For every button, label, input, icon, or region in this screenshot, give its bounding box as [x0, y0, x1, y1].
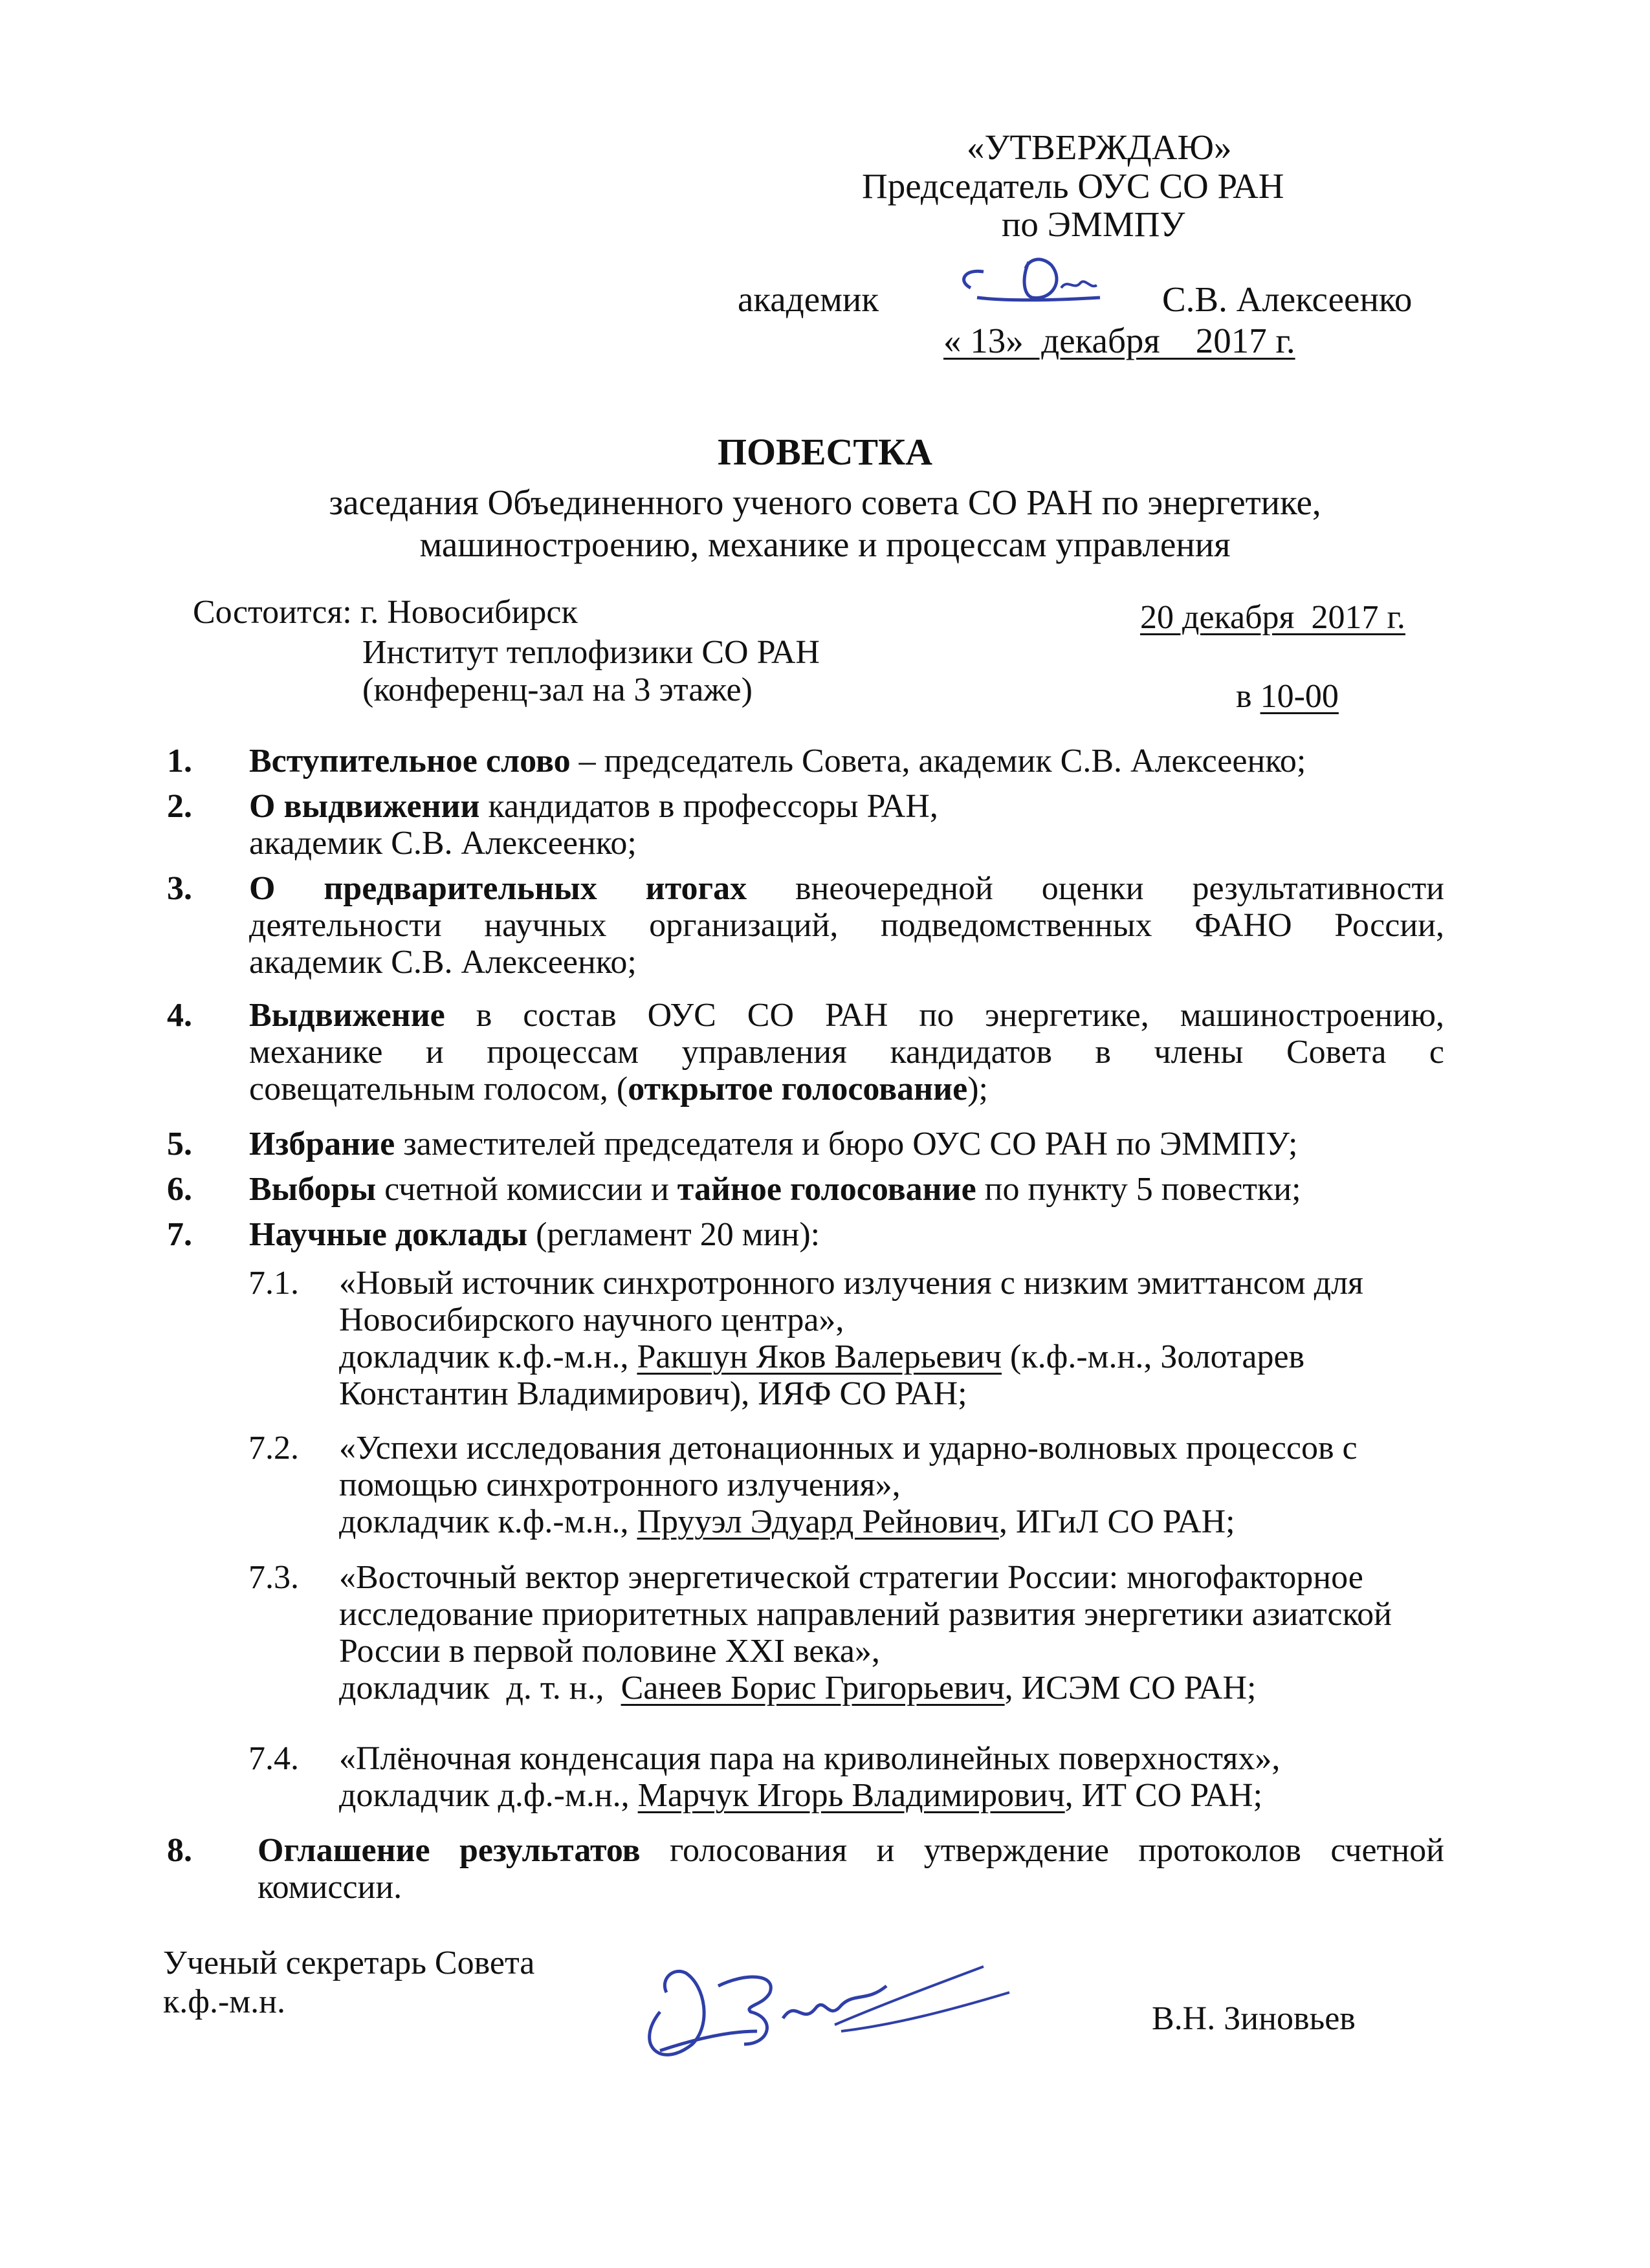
- talk-speaker-line: [339, 1503, 1358, 1540]
- agenda-item-bold: Избрание: [249, 1126, 395, 1162]
- talk-speaker-name: Прууэл Эдуард Рейнович: [637, 1503, 999, 1540]
- agenda-item-bold: О предварительных итогах: [249, 870, 747, 907]
- agenda-item-body: [249, 743, 1444, 780]
- talk-number: 7.3.: [248, 1559, 299, 1596]
- talk-line: «Восточный вектор энергетической стратегии России: многофакторное: [339, 1559, 1363, 1596]
- approval-rank: академик: [738, 279, 879, 319]
- agenda-item-text: кандидатов в профессоры РАН,: [479, 788, 938, 825]
- talk-body: [339, 1740, 1280, 1814]
- approval-position-line2: по ЭММПУ: [1002, 204, 1185, 244]
- agenda-item-text: внеочередной оценки результативности: [747, 870, 1445, 907]
- talk-line: исследование приоритетных направлений развития энергетики азиатской: [339, 1596, 1392, 1633]
- agenda-item-bold: Выборы: [249, 1171, 377, 1208]
- approval-date: « 13» декабря 2017 г.: [943, 321, 1295, 360]
- agenda-item-line: [249, 743, 1444, 780]
- venue-time: [1236, 678, 1339, 715]
- agenda-item-line: [249, 1171, 1444, 1208]
- talk-body: [339, 1265, 1363, 1412]
- agenda-item-bold: тайное голосование: [677, 1171, 976, 1208]
- talk-speaker-name: Санеев Борис Григорьевич: [621, 1670, 1005, 1706]
- talk-speaker-line: [339, 1670, 1392, 1706]
- talk-speaker-prefix: докладчик к.ф.-м.н.,: [339, 1338, 637, 1375]
- talk-line: Константин Владимирович), ИЯФ СО РАН;: [339, 1375, 967, 1412]
- agenda-item-bold: Научные доклады: [249, 1216, 528, 1253]
- secretary-role-line2: к.ф.-м.н.: [163, 1983, 286, 2020]
- agenda-item-number: 6.: [167, 1171, 192, 1208]
- agenda-item-text: – председатель Совета, академик С.В. Алексеенко;: [570, 743, 1306, 780]
- agenda-item-line: [249, 788, 1444, 825]
- agenda-item-number: 1.: [167, 743, 192, 780]
- agenda-item-line: академик С.В. Алексеенко;: [249, 825, 637, 862]
- agenda-item-body: [249, 788, 1444, 862]
- agenda-item-body: [249, 1171, 1444, 1208]
- agenda-item-line: [258, 1832, 1444, 1869]
- talk-speaker-suffix: , ИГиЛ СО РАН;: [998, 1503, 1235, 1540]
- agenda-subtitle-line1: заседания Объединенного ученого совета СО РАН по энергетике,: [329, 483, 1321, 522]
- talk-line: России в первой половине XXI века»,: [339, 1633, 880, 1670]
- agenda-item-text: );: [967, 1071, 988, 1107]
- agenda-item-text: счетной комиссии и: [376, 1171, 677, 1208]
- agenda-item-bold: Оглашение результатов: [258, 1832, 641, 1869]
- chairman-signature: [932, 243, 1139, 320]
- venue-city: г. Новосибирск: [360, 594, 578, 631]
- agenda-item-text: (регламент 20 мин):: [527, 1216, 820, 1253]
- talk-number: 7.4.: [248, 1740, 299, 1777]
- talk-speaker-prefix: докладчик д. т. н.,: [339, 1670, 621, 1706]
- venue-room: (конференц-зал на 3 этаже): [362, 671, 753, 708]
- talk-line: помощью синхротронного излучения»,: [339, 1467, 901, 1503]
- agenda-item-line: [249, 1126, 1444, 1162]
- agenda-item-text: заместителей председателя и бюро ОУС СО РАН по ЭММПУ;: [395, 1126, 1298, 1162]
- agenda-item-text: совещательным голосом, (: [249, 1071, 628, 1107]
- talk-speaker-line: [339, 1777, 1280, 1814]
- agenda-item-number: 4.: [167, 997, 192, 1034]
- agenda-item-line: комиссии.: [258, 1869, 402, 1906]
- agenda-item-bold: О выдвижении: [249, 788, 480, 825]
- agenda-item-number: 7.: [167, 1216, 192, 1253]
- approval-heading: «УТВЕРЖДАЮ»: [967, 127, 1232, 167]
- agenda-item-body: [249, 1126, 1444, 1162]
- talk-speaker-suffix: (к.ф.-м.н., Золотарев: [1002, 1338, 1305, 1375]
- talk-speaker-prefix: докладчик д.ф.-м.н.,: [339, 1777, 638, 1814]
- agenda-item-bold: Вступительное слово: [249, 743, 571, 780]
- agenda-title: ПОВЕСТКА: [717, 431, 933, 473]
- talk-speaker-name: Марчук Игорь Владимирович: [637, 1777, 1065, 1814]
- talk-speaker-prefix: докладчик к.ф.-м.н.,: [339, 1503, 637, 1540]
- talk-speaker-name: Ракшун Яков Валерьевич: [637, 1338, 1002, 1375]
- talk-body: [339, 1430, 1358, 1540]
- talk-line: «Плёночная конденсация пара на криволинейных поверхностях»,: [339, 1740, 1281, 1777]
- agenda-item-line: [249, 1216, 1444, 1253]
- venue-time-prefix: в: [1236, 678, 1252, 715]
- agenda-item-body: [249, 997, 1444, 1107]
- agenda-item-line: деятельности научных организаций, подведомственных ФАНО России,: [249, 907, 1444, 944]
- secretary-name: В.Н. Зиновьев: [1152, 2000, 1356, 2037]
- talk-number: 7.1.: [248, 1265, 299, 1302]
- agenda-item-line: [249, 870, 1444, 907]
- venue-label: [193, 594, 578, 631]
- approval-position-line1: Председатель ОУС СО РАН: [862, 166, 1284, 206]
- talk-speaker-line: [339, 1338, 1363, 1375]
- agenda-item-line: академик С.В. Алексеенко;: [249, 944, 637, 981]
- secretary-role-line1: Ученый секретарь Совета: [163, 1945, 535, 1981]
- venue-time-value: 10-00: [1260, 678, 1339, 715]
- agenda-item-bold: открытое голосование: [628, 1071, 968, 1107]
- agenda-item-text: голосования и утверждение протоколов счетной: [640, 1832, 1444, 1869]
- agenda-item-bold: Выдвижение: [249, 997, 445, 1034]
- agenda-item-number: 8.: [167, 1832, 192, 1869]
- talk-line: «Новый источник синхротронного излучения с низким эмиттансом для: [339, 1265, 1363, 1302]
- agenda-item-body: [258, 1832, 1444, 1906]
- venue-institute: Институт теплофизики СО РАН: [362, 634, 820, 671]
- venue-date: 20 декабря 2017 г.: [1140, 599, 1405, 636]
- agenda-item-body: [249, 1216, 1444, 1253]
- talk-line: Новосибирского научного центра»,: [339, 1302, 844, 1338]
- talk-speaker-suffix: , ИСЭМ СО РАН;: [1004, 1670, 1257, 1706]
- agenda-item-number: 3.: [167, 870, 192, 907]
- agenda-item-line: [249, 1071, 1444, 1107]
- agenda-subtitle-line2: машиностроению, механике и процессам управления: [419, 525, 1231, 564]
- talk-body: [339, 1559, 1392, 1706]
- talk-speaker-suffix: , ИТ СО РАН;: [1064, 1777, 1263, 1814]
- agenda-item-number: 5.: [167, 1126, 192, 1162]
- approval-name: С.В. Алексеенко: [1162, 279, 1413, 319]
- agenda-item-body: [249, 870, 1444, 981]
- agenda-item-text: в состав ОУС СО РАН по энергетике, машиностроению,: [445, 997, 1444, 1034]
- talk-line: «Успехи исследования детонационных и ударно-волновых процессов с: [339, 1430, 1358, 1467]
- venue-label-text: Состоится:: [193, 594, 352, 631]
- agenda-item-line: механике и процессам управления кандидатов в члены Совета с: [249, 1034, 1444, 1071]
- agenda-item-line: [249, 997, 1444, 1034]
- agenda-item-number: 2.: [167, 788, 192, 825]
- agenda-item-text: по пункту 5 повестки;: [976, 1171, 1301, 1208]
- talk-number: 7.2.: [248, 1430, 299, 1467]
- secretary-signature: [621, 1934, 1048, 2077]
